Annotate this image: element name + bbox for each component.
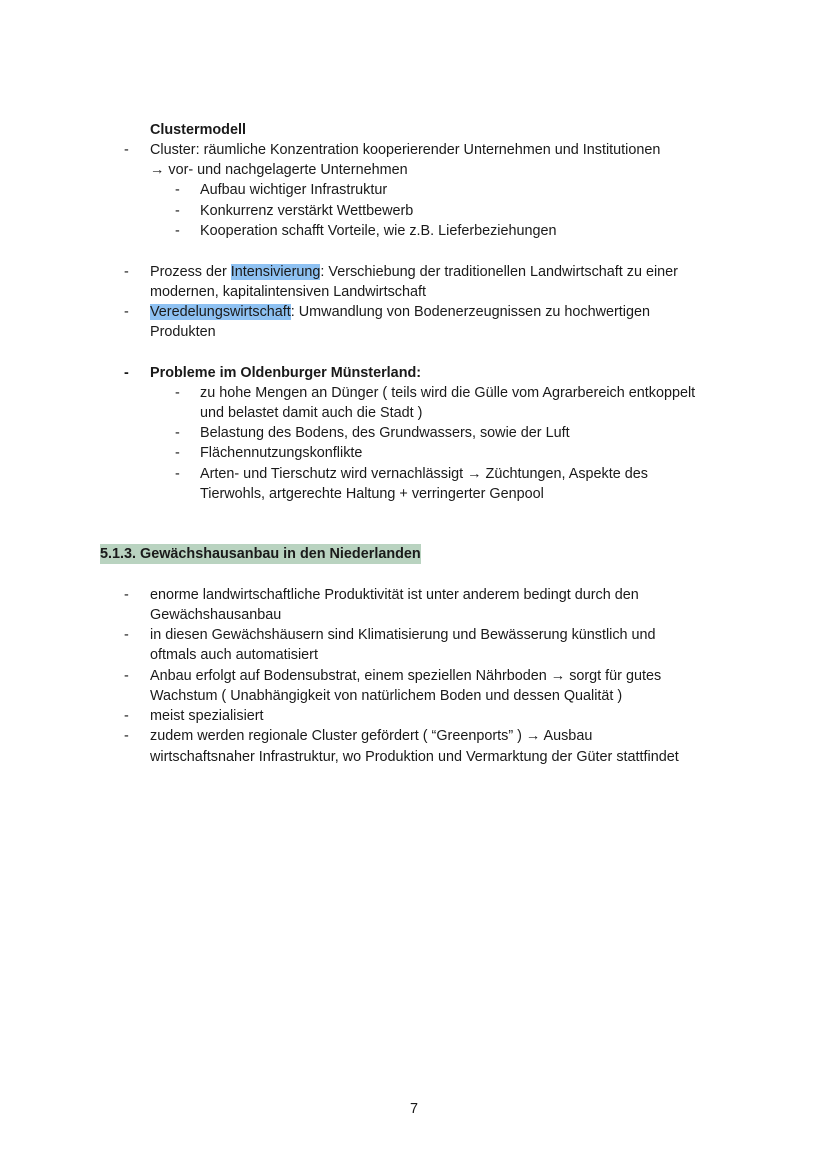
bullet-dash: - (175, 385, 180, 401)
bullet-dash: - (124, 365, 129, 381)
section-item-line2: oftmals auch automatisiert (150, 647, 318, 663)
cluster-heading: Clustermodell (150, 122, 246, 138)
section-item-line1: enorme landwirtschaftliche Produktivität ist unter anderem bedingt durch den (150, 587, 639, 603)
probleme-heading: Probleme im Oldenburger Münsterland: (150, 365, 422, 381)
veredelung-line2: Produkten (150, 324, 216, 340)
page-number: 7 (409, 1101, 418, 1117)
intensivierung-line2: modernen, kapitalintensiven Landwirtschaft (150, 284, 426, 300)
bullet-dash: - (124, 627, 129, 643)
intensivierung-rest: : Verschiebung der traditionellen Landwirtschaft zu einer (320, 264, 678, 280)
bullet-dash: - (175, 425, 180, 441)
intensivierung-line1 (150, 262, 678, 282)
bullet-dash: - (175, 223, 180, 239)
probleme-item-line1: Belastung des Bodens, des Grundwassers, sowie der Luft (200, 425, 570, 441)
intensivierung-term: Intensivierung (230, 264, 321, 280)
probleme-item-line2: und belastet damit auch die Stadt ) (200, 405, 423, 421)
bullet-dash: - (124, 264, 129, 280)
veredelung-rest: : Umwandlung von Bodenerzeugnissen zu hochwertigen (290, 304, 650, 320)
section-item-line2: Wachstum ( Unabhängigkeit von natürlichem Boden und dessen Qualität ) (150, 688, 623, 704)
bullet-dash: - (124, 708, 129, 724)
cluster-sub-item: Aufbau wichtiger Infrastruktur (200, 182, 388, 198)
cluster-sub-item: Konkurrenz verstärkt Wettbewerb (200, 203, 414, 219)
probleme-item-line1: Flächennutzungskonflikte (200, 445, 363, 461)
cluster-definition-line2: → vor- und nachgelagerte Unternehmen (150, 162, 408, 178)
bullet-dash: - (124, 587, 129, 603)
bullet-dash: - (175, 445, 180, 461)
section-title: 5.1.3. Gewächshausanbau in den Niederlanden (100, 544, 421, 564)
probleme-item-line1: Arten- und Tierschutz wird vernachlässigt → Züchtungen, Aspekte des (200, 466, 648, 482)
section-item-line2: wirtschaftsnaher Infrastruktur, wo Produktion und Vermarktung der Güter stattfindet (150, 749, 679, 765)
veredelung-line1 (150, 302, 650, 322)
section-item-line2: Gewächshausanbau (150, 607, 282, 623)
bullet-dash: - (124, 728, 129, 744)
section-item-line1: zudem werden regionale Cluster gefördert ( “Greenports” ) → Ausbau (150, 728, 593, 744)
cluster-sub-item: Kooperation schafft Vorteile, wie z.B. Lieferbeziehungen (200, 223, 557, 239)
bullet-dash: - (124, 142, 129, 158)
cluster-definition-line1: Cluster: räumliche Konzentration kooperierender Unternehmen und Institutionen (150, 142, 661, 158)
section-item-line1: Anbau erfolgt auf Bodensubstrat, einem speziellen Nährboden → sorgt für gutes (150, 668, 662, 684)
bullet-dash: - (124, 668, 129, 684)
bullet-dash: - (175, 182, 180, 198)
bullet-dash: - (175, 466, 180, 482)
bullet-dash: - (124, 304, 129, 320)
section-item-line1: in diesen Gewächshäusern sind Klimatisierung und Bewässerung künstlich und (150, 627, 656, 643)
probleme-item-line2: Tierwohls, artgerechte Haltung + verringerter Genpool (200, 486, 544, 502)
veredelung-term: Veredelungswirtschaft (150, 304, 291, 320)
probleme-item-line1: zu hohe Mengen an Dünger ( teils wird die Gülle vom Agrarbereich entkoppelt (200, 385, 696, 401)
bullet-dash: - (175, 203, 180, 219)
section-item-line1: meist spezialisiert (150, 708, 264, 724)
intensivierung-prefix: Prozess der (150, 264, 231, 280)
